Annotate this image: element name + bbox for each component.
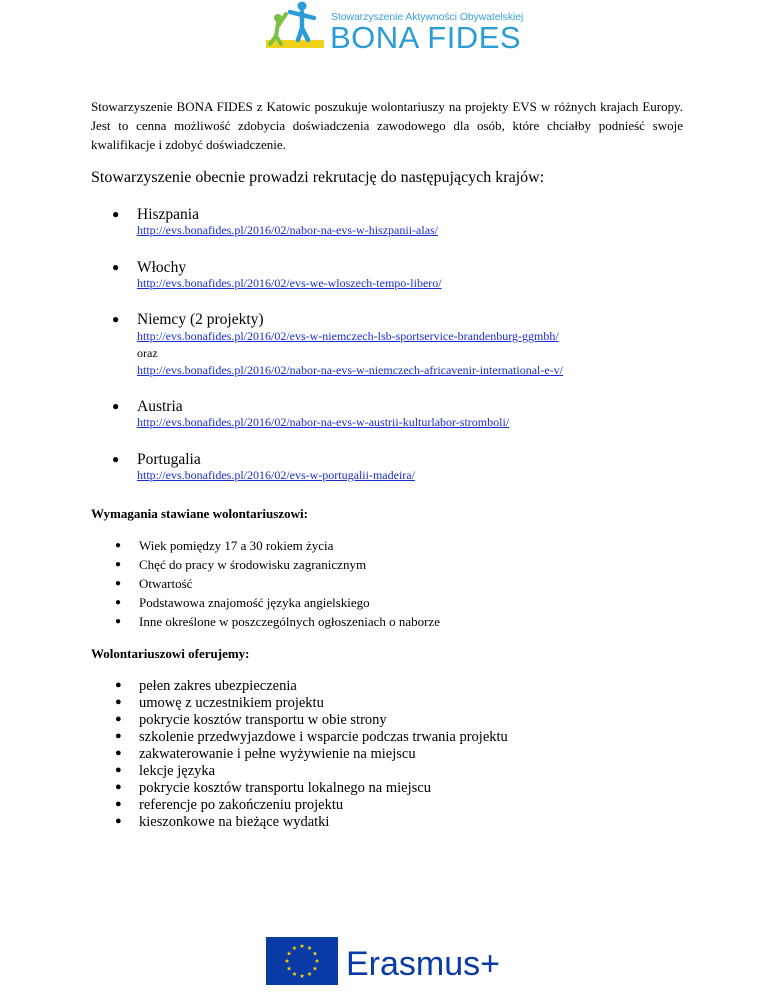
list-item-text: lekcje języka	[139, 763, 216, 779]
bullet-icon: ●	[115, 597, 122, 608]
bullet-icon: ●	[112, 452, 120, 466]
countries-heading: Stowarzyszenie obecnie prowadzi rekrutację do następujących krajów:	[91, 169, 545, 186]
org-subtitle: Stowarzyszenie Aktywności Obywatelskiej	[331, 11, 524, 23]
list-item-text: pokrycie kosztów transportu lokalnego na miejscu	[139, 780, 431, 796]
bona-fides-logo	[262, 0, 524, 60]
list-item-text: pełen zakres ubezpieczenia	[139, 678, 297, 694]
eu-star	[285, 959, 290, 963]
bullet-icon: ●	[115, 578, 122, 589]
list-item	[0, 538, 500, 556]
eu-star	[287, 951, 292, 955]
list-item	[0, 746, 500, 764]
list-item-text: Inne określone w poszczególnych ogłoszeniach o naborze	[139, 614, 441, 629]
list-item-text: szkolenie przedwyjazdowe i wsparcie podczas trwania projektu	[139, 729, 508, 745]
eu-star	[313, 966, 318, 970]
offer-heading: Wolontariuszowi oferujemy:	[91, 646, 250, 661]
list-item	[0, 614, 500, 632]
bullet-icon: ●	[115, 781, 122, 793]
bullet-icon: ●	[115, 798, 122, 810]
country-name: Hiszpania	[137, 206, 199, 223]
eu-star	[300, 944, 305, 948]
country-name: Niemcy (2 projekty)	[137, 311, 264, 328]
eu-star	[307, 946, 312, 950]
bullet-icon: ●	[115, 679, 122, 691]
eu-star	[315, 959, 320, 963]
list-item	[0, 780, 500, 798]
eu-star	[307, 972, 312, 976]
requirements-heading: Wymagania stawiane wolontariuszowi:	[91, 506, 308, 521]
bullet-icon: ●	[115, 764, 122, 776]
list-item-text: Otwartość	[139, 576, 193, 591]
intro-paragraph: Stowarzyszenie BONA FIDES z Katowic poszukuje wolontariuszy na projekty EVS w różnych krajach Europy. Jest to cenna możliwość zdobycia doświadczenia zawodowego dla osób, które chciałby podnieść swoje kwalifikacje i zdobyć doświadczenie.	[91, 99, 683, 152]
bullet-icon: ●	[112, 399, 120, 413]
eu-flag-icon	[266, 937, 338, 985]
eu-star	[300, 974, 305, 978]
list-item	[0, 797, 500, 815]
bullet-icon: ●	[115, 540, 122, 551]
list-item	[0, 595, 500, 613]
list-item-text: kieszonkowe na bieżące wydatki	[139, 814, 330, 830]
list-item-text: Wiek pomiędzy 17 a 30 rokiem życia	[139, 538, 334, 553]
bullet-icon: ●	[112, 207, 120, 221]
list-item	[0, 678, 500, 696]
list-item	[0, 729, 508, 747]
bullet-icon: ●	[115, 730, 122, 742]
bullet-icon: ●	[115, 559, 122, 570]
eu-star	[287, 966, 292, 970]
bullet-icon: ●	[115, 747, 122, 759]
two-people-helping-icon	[262, 0, 332, 58]
country-link-second[interactable]: http://evs.bonafides.pl/2016/02/nabor-na-evs-w-niemczech-africavenir-international-e-v/	[137, 363, 564, 377]
bullet-icon: ●	[115, 616, 122, 627]
list-item	[0, 576, 500, 594]
country-link[interactable]: http://evs.bonafides.pl/2016/02/nabor-na-evs-w-austrii-kulturlabor-stromboli/	[137, 415, 510, 429]
eu-star	[292, 946, 297, 950]
list-item	[0, 814, 500, 832]
bullet-icon: ●	[115, 713, 122, 725]
list-item	[0, 695, 500, 713]
eu-star	[313, 951, 318, 955]
bullet-icon: ●	[112, 312, 120, 326]
country-link[interactable]: http://evs.bonafides.pl/2016/02/evs-we-wloszech-tempo-libero/	[137, 276, 442, 290]
list-item	[0, 763, 500, 781]
list-item-text: referencje po zakończeniu projektu	[139, 797, 344, 813]
list-item	[0, 557, 500, 575]
list-item-text: zakwaterowanie i pełne wyżywienie na miejscu	[139, 746, 416, 762]
country-link[interactable]: http://evs.bonafides.pl/2016/02/evs-w-niemczech-lsb-sportservice-brandenburg-ggmbh/	[137, 329, 559, 343]
country-name: Austria	[137, 398, 183, 415]
country-name: Portugalia	[137, 451, 201, 468]
bullet-icon: ●	[115, 696, 122, 708]
org-name: BONA FIDES	[330, 20, 522, 55]
erasmus-plus-logo	[266, 937, 506, 987]
bullet-icon: ●	[115, 815, 122, 827]
list-item-text: umowę z uczestnikiem projektu	[139, 695, 324, 711]
country-name: Włochy	[137, 259, 187, 276]
list-item-text: Podstawowa znajomość języka angielskiego	[139, 595, 370, 610]
list-item-text: Chęć do pracy w środowisku zagranicznym	[139, 557, 367, 572]
country-link[interactable]: http://evs.bonafides.pl/2016/02/evs-w-portugalii-madeira/	[137, 468, 415, 482]
link-connector: oraz	[137, 346, 158, 360]
list-item	[0, 712, 500, 730]
erasmus-wordmark: Erasmus+	[346, 945, 500, 983]
country-link[interactable]: http://evs.bonafides.pl/2016/02/nabor-na-evs-w-hiszpanii-alas/	[137, 223, 439, 237]
bullet-icon: ●	[112, 260, 120, 274]
eu-star	[292, 972, 297, 976]
list-item-text: pokrycie kosztów transportu w obie strony	[139, 712, 387, 728]
